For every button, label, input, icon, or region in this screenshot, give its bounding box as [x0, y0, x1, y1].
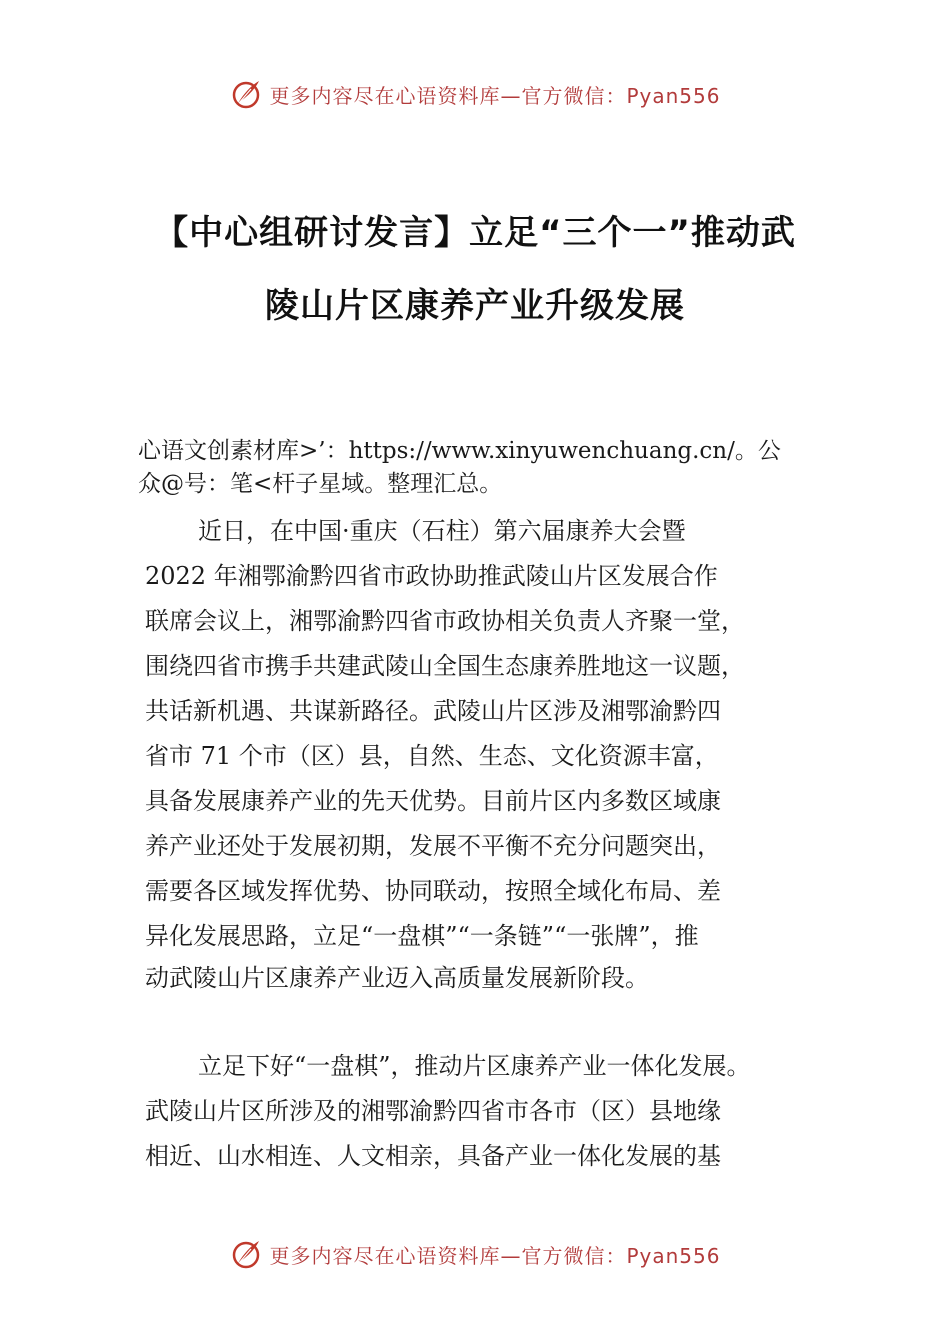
- banner-text: 更多内容尽在心语资料库—官方微信：Pyan556: [269, 1243, 721, 1268]
- paragraph-1-line: 2022 年湘鄂渝黔四省市政协助推武陵山片区发展合作: [145, 562, 718, 590]
- source-note-line-1: 心语文创素材库>’：https://www.xinyuwenchuang.cn/。公: [138, 438, 781, 464]
- document-title-line-2: 陵山片区康养产业升级发展: [265, 286, 685, 326]
- paragraph-1-line: 养产业还处于发展初期，发展不平衡不充分问题突出，: [145, 832, 721, 860]
- paragraph-2-line: 武陵山片区所涉及的湘鄂渝黔四省市各市（区）县地缘: [145, 1097, 721, 1125]
- paragraph-1-line: 共话新机遇、共谋新路径。武陵山片区涉及湘鄂渝黔四: [145, 697, 721, 725]
- paragraph-1-line: 具备发展康养产业的先天优势。目前片区内多数区域康: [145, 787, 721, 815]
- paragraph-1-line: 近日，在中国·重庆（石柱）第六届康养大会暨: [198, 517, 686, 545]
- paragraph-2-line: 相近、山水相连、人文相亲，具备产业一体化发展的基: [145, 1142, 721, 1170]
- paragraph-1-line: 围绕四省市携手共建武陵山全国生态康养胜地这一议题，: [145, 652, 745, 680]
- banner-text: 更多内容尽在心语资料库—官方微信：Pyan556: [269, 83, 721, 108]
- footer-banner: [0, 1234, 950, 1274]
- paragraph-1-line: 省市 71 个市（区）县，自然、生态、文化资源丰富，: [145, 742, 719, 770]
- paragraph-1-line: 联席会议上，湘鄂渝黔四省市政协相关负责人齐聚一堂，: [145, 607, 745, 635]
- document-title-line-1: 【中心组研讨发言】立足“三个一”推动武: [154, 213, 796, 253]
- paragraph-1-line: 动武陵山片区康养产业迈入高质量发展新阶段。: [145, 964, 649, 992]
- feather-logo-icon: [229, 77, 263, 111]
- paragraph-1-line: 异化发展思路，立足“一盘棋”“一条链”“一张牌”，推: [145, 922, 699, 950]
- paragraph-2-line: 立足下好“一盘棋”，推动片区康养产业一体化发展。: [198, 1052, 751, 1080]
- feather-logo-icon: [229, 1237, 263, 1271]
- header-banner: [0, 74, 950, 114]
- paragraph-1-line: 需要各区域发挥优势、协同联动，按照全域化布局、差: [145, 877, 721, 905]
- source-note-line-2: 众@号：笔<杆子星域。整理汇总。: [138, 471, 503, 497]
